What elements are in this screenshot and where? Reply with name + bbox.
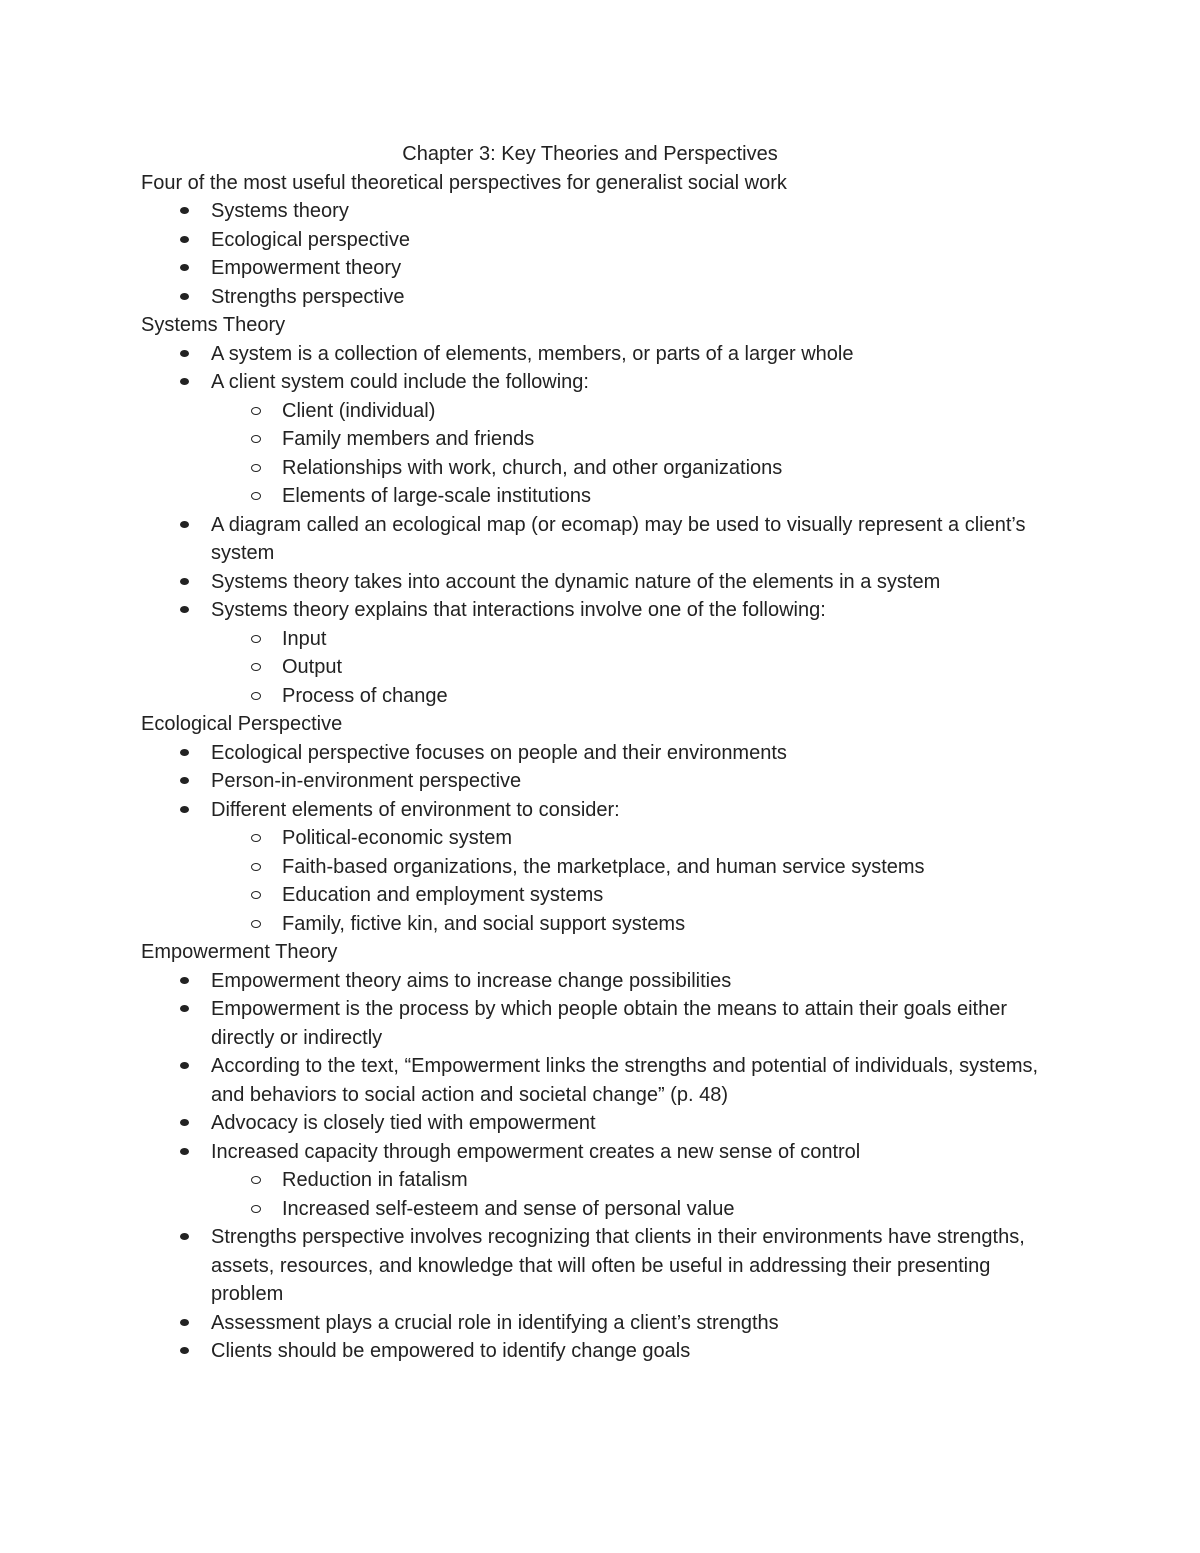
intro-list [141,197,1061,311]
list-item-text: Ecological perspective focuses on people and their environments [211,739,1061,768]
list-item-text: Systems theory takes into account the dynamic nature of the elements in a system [211,568,1061,597]
sub-list [211,625,1061,711]
list-item [211,1052,1061,1109]
list-item-text: A client system could include the following: [211,368,1061,397]
list-item-text: Systems theory explains that interactions involve one of the following: [211,596,1061,625]
list-item [211,197,1061,226]
list-item-text: Empowerment theory [211,254,1061,283]
list-item-text: Strengths perspective [211,283,1061,312]
sub-list-item-text: Political-economic system [282,824,1061,853]
sub-list-item [282,682,1061,711]
sub-list-item-text: Reduction in fatalism [282,1166,1061,1195]
list-item-text: Person-in-environment perspective [211,767,1061,796]
list-item [211,767,1061,796]
ecological-perspective-list [141,739,1061,939]
sub-list-item [282,625,1061,654]
list-item-text: Empowerment is the process by which people obtain the means to attain their goals either directly or indirectly [211,995,1061,1052]
list-item-text: Assessment plays a crucial role in identifying a client’s strengths [211,1309,1061,1338]
sub-list-item-text: Input [282,625,1061,654]
list-item-text: Strengths perspective involves recognizing that clients in their environments have strengths, assets, resources, and knowledge that will often be useful in addressing their presenting problem [211,1223,1061,1309]
sub-list-item-text: Faith-based organizations, the marketplace, and human service systems [282,853,1061,882]
empowerment-theory-heading: Empowerment Theory [141,941,338,963]
list-item [211,596,1061,710]
list-item-text: Clients should be empowered to identify change goals [211,1337,1061,1366]
list-item-text: Increased capacity through empowerment creates a new sense of control [211,1138,1061,1167]
list-item [211,283,1061,312]
list-item-text: Different elements of environment to consider: [211,796,1061,825]
sub-list-item [282,1166,1061,1195]
sub-list-item-text: Relationships with work, church, and other organizations [282,454,1061,483]
sub-list-item [282,824,1061,853]
empowerment-theory-list [141,967,1061,1366]
sub-list-item [282,853,1061,882]
list-item [211,368,1061,511]
list-item [211,967,1061,996]
sub-list-item [282,1195,1061,1224]
sub-list-item-text: Education and employment systems [282,881,1061,910]
sub-list [211,397,1061,511]
systems-theory-list [141,340,1061,711]
list-item [211,568,1061,597]
list-item [211,1138,1061,1224]
sub-list-item-text: Client (individual) [282,397,1061,426]
sub-list [211,824,1061,938]
list-item-text: Empowerment theory aims to increase change possibilities [211,967,1061,996]
list-item [211,226,1061,255]
sub-list-item-text: Process of change [282,682,1061,711]
list-item [211,1337,1061,1366]
list-item [211,1223,1061,1309]
sub-list-item [282,910,1061,939]
sub-list-item [282,881,1061,910]
list-item-text: Systems theory [211,197,1061,226]
list-item [211,1109,1061,1138]
list-item-text: A system is a collection of elements, members, or parts of a larger whole [211,340,1061,369]
page-title: Chapter 3: Key Theories and Perspectives [402,143,778,165]
sub-list-item-text: Family, fictive kin, and social support systems [282,910,1061,939]
sub-list-item [282,454,1061,483]
intro-heading: Four of the most useful theoretical perspectives for generalist social work [141,171,787,194]
list-item-text: According to the text, “Empowerment links the strengths and potential of individuals, systems, and behaviors to social action and societal change” (p. 48) [211,1052,1061,1109]
list-item [211,739,1061,768]
list-item [211,995,1061,1052]
sub-list-item-text: Increased self-esteem and sense of personal value [282,1195,1061,1224]
list-item-text: A diagram called an ecological map (or ecomap) may be used to visually represent a client’s system [211,511,1061,568]
sub-list-item [282,482,1061,511]
ecological-perspective-heading: Ecological Perspective [141,713,343,735]
document-page [141,140,1061,1366]
list-item [211,340,1061,369]
sub-list-item-text: Family members and friends [282,425,1061,454]
sub-list-item-text: Elements of large-scale institutions [282,482,1061,511]
sub-list-item-text: Output [282,653,1061,682]
list-item [211,796,1061,939]
list-item [211,511,1061,568]
list-item-text: Advocacy is closely tied with empowerment [211,1109,1061,1138]
systems-theory-heading: Systems Theory [141,314,286,336]
sub-list [211,1166,1061,1223]
sub-list-item [282,425,1061,454]
list-item [211,1309,1061,1338]
sub-list-item [282,397,1061,426]
sub-list-item [282,653,1061,682]
list-item-text: Ecological perspective [211,226,1061,255]
list-item [211,254,1061,283]
